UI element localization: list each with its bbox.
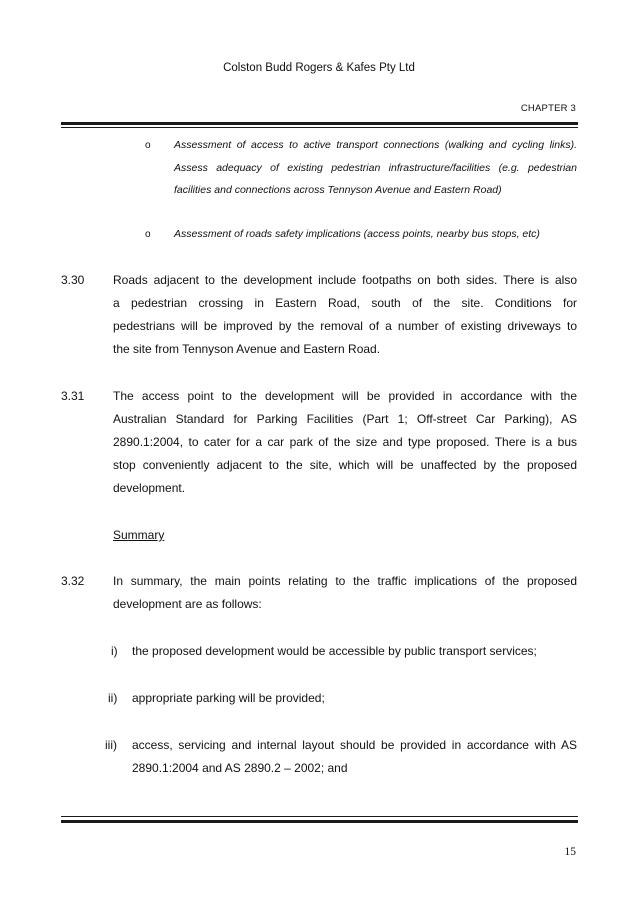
bullet-line: Assessment of roads safety implications (access points, nearby bus stops, etc): [174, 228, 540, 240]
paragraph-line: the site from Tennyson Avenue and Eastern Road.: [113, 342, 381, 356]
paragraph-line: stop conveniently adjacent to the site, which will be unaffected by the proposed: [113, 458, 577, 472]
bullet-line: facilities and connections across Tennyson Avenue and Eastern Road): [174, 184, 502, 196]
company-header: Colston Budd Rogers & Kafes Pty Ltd: [223, 62, 415, 74]
bullet-marker: o: [145, 229, 151, 240]
list-marker: i): [111, 644, 118, 658]
paragraph-line: a pedestrian crossing in Eastern Road, south of the site. Conditions for: [113, 296, 577, 310]
list-marker: iii): [105, 738, 117, 752]
list-marker: ii): [108, 691, 118, 705]
list-item-text: the proposed development would be accessible by public transport services;: [132, 644, 537, 658]
chapter-label: CHAPTER 3: [520, 103, 576, 114]
paragraph-line: Roads adjacent to the development include footpaths on both sides. There is also: [113, 273, 577, 287]
paragraph-number: 3.32: [61, 574, 85, 588]
list-item-text: appropriate parking will be provided;: [132, 691, 325, 705]
footer-rule-thin: [61, 816, 578, 817]
list-item-text: 2890.1:2004 and AS 2890.2 – 2002; and: [132, 761, 348, 775]
page-number: 15: [564, 846, 576, 858]
summary-heading: Summary: [113, 528, 165, 542]
paragraph-line: The access point to the development will be provided in accordance with the: [113, 389, 577, 403]
bullet-line: Assess adequacy of existing pedestrian infrastructure/facilities (e.g. pedestrian: [174, 162, 577, 174]
paragraph-line: Australian Standard for Parking Facilities (Part 1; Off-street Car Parking), AS: [113, 412, 577, 426]
header-rule-thin: [61, 127, 578, 128]
paragraph-line: development.: [113, 481, 186, 495]
paragraph-line: In summary, the main points relating to the traffic implications of the proposed: [113, 574, 577, 588]
bullet-line: Assessment of access to active transport connections (walking and cycling links).: [174, 139, 577, 151]
footer-rule-thick: [61, 820, 578, 823]
paragraph-line: 2890.1:2004, to cater for a car park of the size and type proposed. There is a bus: [113, 435, 577, 449]
paragraph-number: 3.31: [61, 389, 85, 403]
paragraph-line: pedestrians will be improved by the removal of a number of existing driveways to: [113, 319, 577, 333]
header-rule-thick: [61, 122, 578, 125]
bullet-marker: o: [145, 140, 151, 151]
list-item-text: access, servicing and internal layout should be provided in accordance with AS: [132, 738, 577, 752]
paragraph-number: 3.30: [61, 273, 85, 287]
paragraph-line: development are as follows:: [113, 597, 262, 611]
